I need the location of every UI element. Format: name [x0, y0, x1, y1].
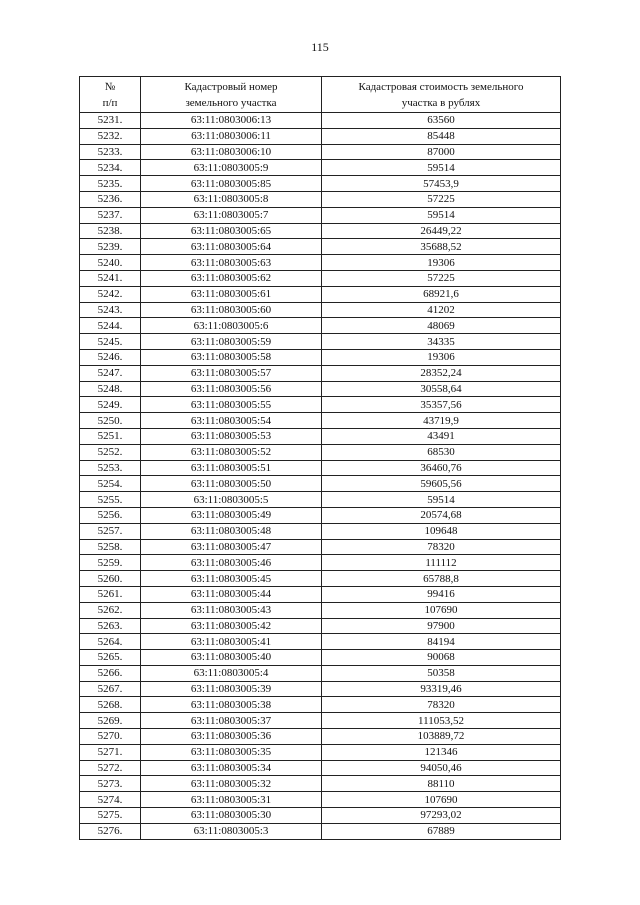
- cadastral-value-cell: 111053,52: [322, 713, 561, 729]
- cadastral-value-cell: 87000: [322, 144, 561, 160]
- cadastral-value-cell: 93319,46: [322, 681, 561, 697]
- table-row: [80, 776, 561, 792]
- row-number-cell: 5240.: [80, 255, 141, 271]
- table-row: [80, 634, 561, 650]
- row-number-cell: 5266.: [80, 665, 141, 681]
- header-cadastral-value-line-1: Кадастровая стоимость земельного: [358, 80, 524, 93]
- cadastral-number-cell: 63:11:0803005:4: [141, 665, 322, 681]
- table-row: [80, 665, 561, 681]
- table-row: [80, 413, 561, 429]
- row-number-cell: 5232.: [80, 128, 141, 144]
- table-row: [80, 492, 561, 508]
- cadastral-value-cell: 34335: [322, 334, 561, 350]
- row-number-cell: 5248.: [80, 381, 141, 397]
- table-row: [80, 128, 561, 144]
- table-row: [80, 713, 561, 729]
- cadastral-value-cell: 78320: [322, 697, 561, 713]
- row-number-cell: 5262.: [80, 602, 141, 618]
- cadastral-number-cell: 63:11:0803005:64: [141, 239, 322, 255]
- row-number-cell: 5243.: [80, 302, 141, 318]
- table-row: [80, 744, 561, 760]
- cadastral-number-cell: 63:11:0803005:51: [141, 460, 322, 476]
- cadastral-value-cell: 59514: [322, 492, 561, 508]
- row-number-cell: 5272.: [80, 760, 141, 776]
- cadastral-value-cell: 20574,68: [322, 507, 561, 523]
- row-number-cell: 5249.: [80, 397, 141, 413]
- cadastral-value-cell: 84194: [322, 634, 561, 650]
- table-row: [80, 381, 561, 397]
- cadastral-number-cell: 63:11:0803005:41: [141, 634, 322, 650]
- cadastral-value-cell: 67889: [322, 823, 561, 839]
- table-row: [80, 618, 561, 634]
- table-row: [80, 476, 561, 492]
- cadastral-number-cell: 63:11:0803005:62: [141, 270, 322, 286]
- cadastral-value-cell: 63560: [322, 113, 561, 129]
- cadastral-number-cell: 63:11:0803005:8: [141, 191, 322, 207]
- row-number-cell: 5259.: [80, 555, 141, 571]
- row-number-cell: 5267.: [80, 681, 141, 697]
- table-row: [80, 318, 561, 334]
- table-row: [80, 334, 561, 350]
- cadastral-number-cell: 63:11:0803005:42: [141, 618, 322, 634]
- row-number-cell: 5256.: [80, 507, 141, 523]
- cadastral-number-cell: 63:11:0803005:52: [141, 444, 322, 460]
- cadastral-number-cell: 63:11:0803005:46: [141, 555, 322, 571]
- cadastral-number-cell: 63:11:0803005:32: [141, 776, 322, 792]
- row-number-cell: 5254.: [80, 476, 141, 492]
- cadastral-number-cell: 63:11:0803005:6: [141, 318, 322, 334]
- page-number: 115: [311, 40, 329, 54]
- table-row: [80, 650, 561, 666]
- cadastral-value-cell: 41202: [322, 302, 561, 318]
- table-row: [80, 349, 561, 365]
- cadastral-number-cell: 63:11:0803005:50: [141, 476, 322, 492]
- cadastral-value-cell: 121346: [322, 744, 561, 760]
- cadastral-number-cell: 63:11:0803005:5: [141, 492, 322, 508]
- cadastral-number-cell: 63:11:0803005:7: [141, 207, 322, 223]
- cadastral-number-cell: 63:11:0803005:54: [141, 413, 322, 429]
- table-row: [80, 255, 561, 271]
- cadastral-number-cell: 63:11:0803005:44: [141, 586, 322, 602]
- cadastral-number-cell: 63:11:0803005:31: [141, 792, 322, 808]
- header-row-number-line-2: п/п: [102, 96, 118, 109]
- header-cadastral-number-line-1: Кадастровый номер: [184, 80, 278, 93]
- cadastral-value-cell: 48069: [322, 318, 561, 334]
- table-row: [80, 729, 561, 745]
- cadastral-value-cell: 59514: [322, 207, 561, 223]
- row-number-cell: 5268.: [80, 697, 141, 713]
- cadastral-value-cell: 107690: [322, 602, 561, 618]
- row-number-cell: 5242.: [80, 286, 141, 302]
- cadastral-number-cell: 63:11:0803005:45: [141, 571, 322, 587]
- cadastral-value-cell: 68921,6: [322, 286, 561, 302]
- table-row: [80, 823, 561, 839]
- cadastral-number-cell: 63:11:0803005:40: [141, 650, 322, 666]
- header-row-number: [80, 77, 141, 113]
- cadastral-value-cell: 107690: [322, 792, 561, 808]
- table-header: [80, 77, 561, 113]
- cadastral-number-cell: 63:11:0803005:60: [141, 302, 322, 318]
- row-number-cell: 5271.: [80, 744, 141, 760]
- row-number-cell: 5274.: [80, 792, 141, 808]
- row-number-cell: 5253.: [80, 460, 141, 476]
- row-number-cell: 5257.: [80, 523, 141, 539]
- row-number-cell: 5250.: [80, 413, 141, 429]
- row-number-cell: 5251.: [80, 428, 141, 444]
- row-number-cell: 5244.: [80, 318, 141, 334]
- cadastral-number-cell: 63:11:0803005:85: [141, 176, 322, 192]
- table-row: [80, 397, 561, 413]
- cadastral-value-cell: 85448: [322, 128, 561, 144]
- table-row: [80, 444, 561, 460]
- table-row: [80, 302, 561, 318]
- row-number-cell: 5245.: [80, 334, 141, 350]
- row-number-cell: 5260.: [80, 571, 141, 587]
- table-row: [80, 286, 561, 302]
- table-row: [80, 539, 561, 555]
- cadastral-value-cell: 19306: [322, 349, 561, 365]
- table-row: [80, 507, 561, 523]
- table-row: [80, 270, 561, 286]
- row-number-cell: 5239.: [80, 239, 141, 255]
- cadastral-number-cell: 63:11:0803005:39: [141, 681, 322, 697]
- cadastral-number-cell: 63:11:0803005:56: [141, 381, 322, 397]
- cadastral-value-cell: 26449,22: [322, 223, 561, 239]
- cadastral-value-cell: 97293,02: [322, 808, 561, 824]
- cadastral-number-cell: 63:11:0803005:61: [141, 286, 322, 302]
- cadastral-value-cell: 59514: [322, 160, 561, 176]
- cadastral-value-cell: 57453,9: [322, 176, 561, 192]
- cadastral-value-cell: 109648: [322, 523, 561, 539]
- row-number-cell: 5264.: [80, 634, 141, 650]
- cadastral-number-cell: 63:11:0803005:3: [141, 823, 322, 839]
- cadastral-number-cell: 63:11:0803005:35: [141, 744, 322, 760]
- cadastral-value-cell: 43719,9: [322, 413, 561, 429]
- header-row-number-line-1: №: [104, 80, 116, 93]
- cadastral-value-cell: 35357,56: [322, 397, 561, 413]
- table-row: [80, 555, 561, 571]
- header-row: [80, 77, 561, 113]
- table-row: [80, 792, 561, 808]
- cadastral-number-cell: 63:11:0803005:55: [141, 397, 322, 413]
- cadastral-number-cell: 63:11:0803006:10: [141, 144, 322, 160]
- row-number-cell: 5270.: [80, 729, 141, 745]
- cadastral-number-cell: 63:11:0803006:11: [141, 128, 322, 144]
- table-body: [80, 113, 561, 840]
- cadastral-value-table: [79, 76, 561, 840]
- table-row: [80, 160, 561, 176]
- table-row: [80, 697, 561, 713]
- row-number-cell: 5236.: [80, 191, 141, 207]
- cadastral-number-cell: 63:11:0803005:43: [141, 602, 322, 618]
- table-row: [80, 760, 561, 776]
- row-number-cell: 5263.: [80, 618, 141, 634]
- header-cadastral-value-line-2: участка в рублях: [401, 96, 481, 109]
- cadastral-number-cell: 63:11:0803005:30: [141, 808, 322, 824]
- cadastral-number-cell: 63:11:0803005:34: [141, 760, 322, 776]
- row-number-cell: 5276.: [80, 823, 141, 839]
- header-cadastral-number: [141, 77, 322, 113]
- cadastral-value-cell: 35688,52: [322, 239, 561, 255]
- table-row: [80, 586, 561, 602]
- cadastral-value-cell: 30558,64: [322, 381, 561, 397]
- row-number-cell: 5255.: [80, 492, 141, 508]
- table-row: [80, 808, 561, 824]
- cadastral-value-cell: 43491: [322, 428, 561, 444]
- table-row: [80, 571, 561, 587]
- cadastral-value-cell: 28352,24: [322, 365, 561, 381]
- cadastral-value-cell: 97900: [322, 618, 561, 634]
- row-number-cell: 5237.: [80, 207, 141, 223]
- cadastral-value-cell: 65788,8: [322, 571, 561, 587]
- cadastral-value-cell: 19306: [322, 255, 561, 271]
- row-number-cell: 5269.: [80, 713, 141, 729]
- cadastral-value-cell: 90068: [322, 650, 561, 666]
- cadastral-number-cell: 63:11:0803005:65: [141, 223, 322, 239]
- cadastral-number-cell: 63:11:0803005:38: [141, 697, 322, 713]
- cadastral-number-cell: 63:11:0803005:9: [141, 160, 322, 176]
- table-row: [80, 239, 561, 255]
- cadastral-value-cell: 50358: [322, 665, 561, 681]
- cadastral-number-cell: 63:11:0803005:49: [141, 507, 322, 523]
- table-row: [80, 681, 561, 697]
- table-row: [80, 365, 561, 381]
- cadastral-value-cell: 103889,72: [322, 729, 561, 745]
- row-number-cell: 5275.: [80, 808, 141, 824]
- cadastral-value-cell: 94050,46: [322, 760, 561, 776]
- cadastral-value-cell: 111112: [322, 555, 561, 571]
- cadastral-number-cell: 63:11:0803005:53: [141, 428, 322, 444]
- row-number-cell: 5238.: [80, 223, 141, 239]
- row-number-cell: 5246.: [80, 349, 141, 365]
- row-number-cell: 5261.: [80, 586, 141, 602]
- cadastral-number-cell: 63:11:0803005:36: [141, 729, 322, 745]
- row-number-cell: 5233.: [80, 144, 141, 160]
- row-number-cell: 5252.: [80, 444, 141, 460]
- table-row: [80, 113, 561, 129]
- row-number-cell: 5273.: [80, 776, 141, 792]
- table-row: [80, 191, 561, 207]
- cadastral-number-cell: 63:11:0803005:63: [141, 255, 322, 271]
- cadastral-number-cell: 63:11:0803005:57: [141, 365, 322, 381]
- cadastral-value-cell: 57225: [322, 191, 561, 207]
- row-number-cell: 5241.: [80, 270, 141, 286]
- table-row: [80, 602, 561, 618]
- cadastral-number-cell: 63:11:0803005:37: [141, 713, 322, 729]
- row-number-cell: 5247.: [80, 365, 141, 381]
- cadastral-number-cell: 63:11:0803005:58: [141, 349, 322, 365]
- cadastral-number-cell: 63:11:0803005:48: [141, 523, 322, 539]
- row-number-cell: 5231.: [80, 113, 141, 129]
- header-cadastral-number-line-2: земельного участка: [185, 96, 277, 109]
- cadastral-number-cell: 63:11:0803005:47: [141, 539, 322, 555]
- cadastral-value-cell: 68530: [322, 444, 561, 460]
- row-number-cell: 5265.: [80, 650, 141, 666]
- cadastral-number-cell: 63:11:0803005:59: [141, 334, 322, 350]
- cadastral-value-cell: 36460,76: [322, 460, 561, 476]
- row-number-cell: 5235.: [80, 176, 141, 192]
- cadastral-value-cell: 78320: [322, 539, 561, 555]
- table-row: [80, 176, 561, 192]
- cadastral-value-cell: 99416: [322, 586, 561, 602]
- table-row: [80, 207, 561, 223]
- table-row: [80, 144, 561, 160]
- header-cadastral-value: [322, 77, 561, 113]
- cadastral-number-cell: 63:11:0803006:13: [141, 113, 322, 129]
- row-number-cell: 5258.: [80, 539, 141, 555]
- table-row: [80, 460, 561, 476]
- cadastral-value-cell: 57225: [322, 270, 561, 286]
- table-row: [80, 428, 561, 444]
- table-row: [80, 523, 561, 539]
- cadastral-value-cell: 88110: [322, 776, 561, 792]
- row-number-cell: 5234.: [80, 160, 141, 176]
- cadastral-value-cell: 59605,56: [322, 476, 561, 492]
- table-row: [80, 223, 561, 239]
